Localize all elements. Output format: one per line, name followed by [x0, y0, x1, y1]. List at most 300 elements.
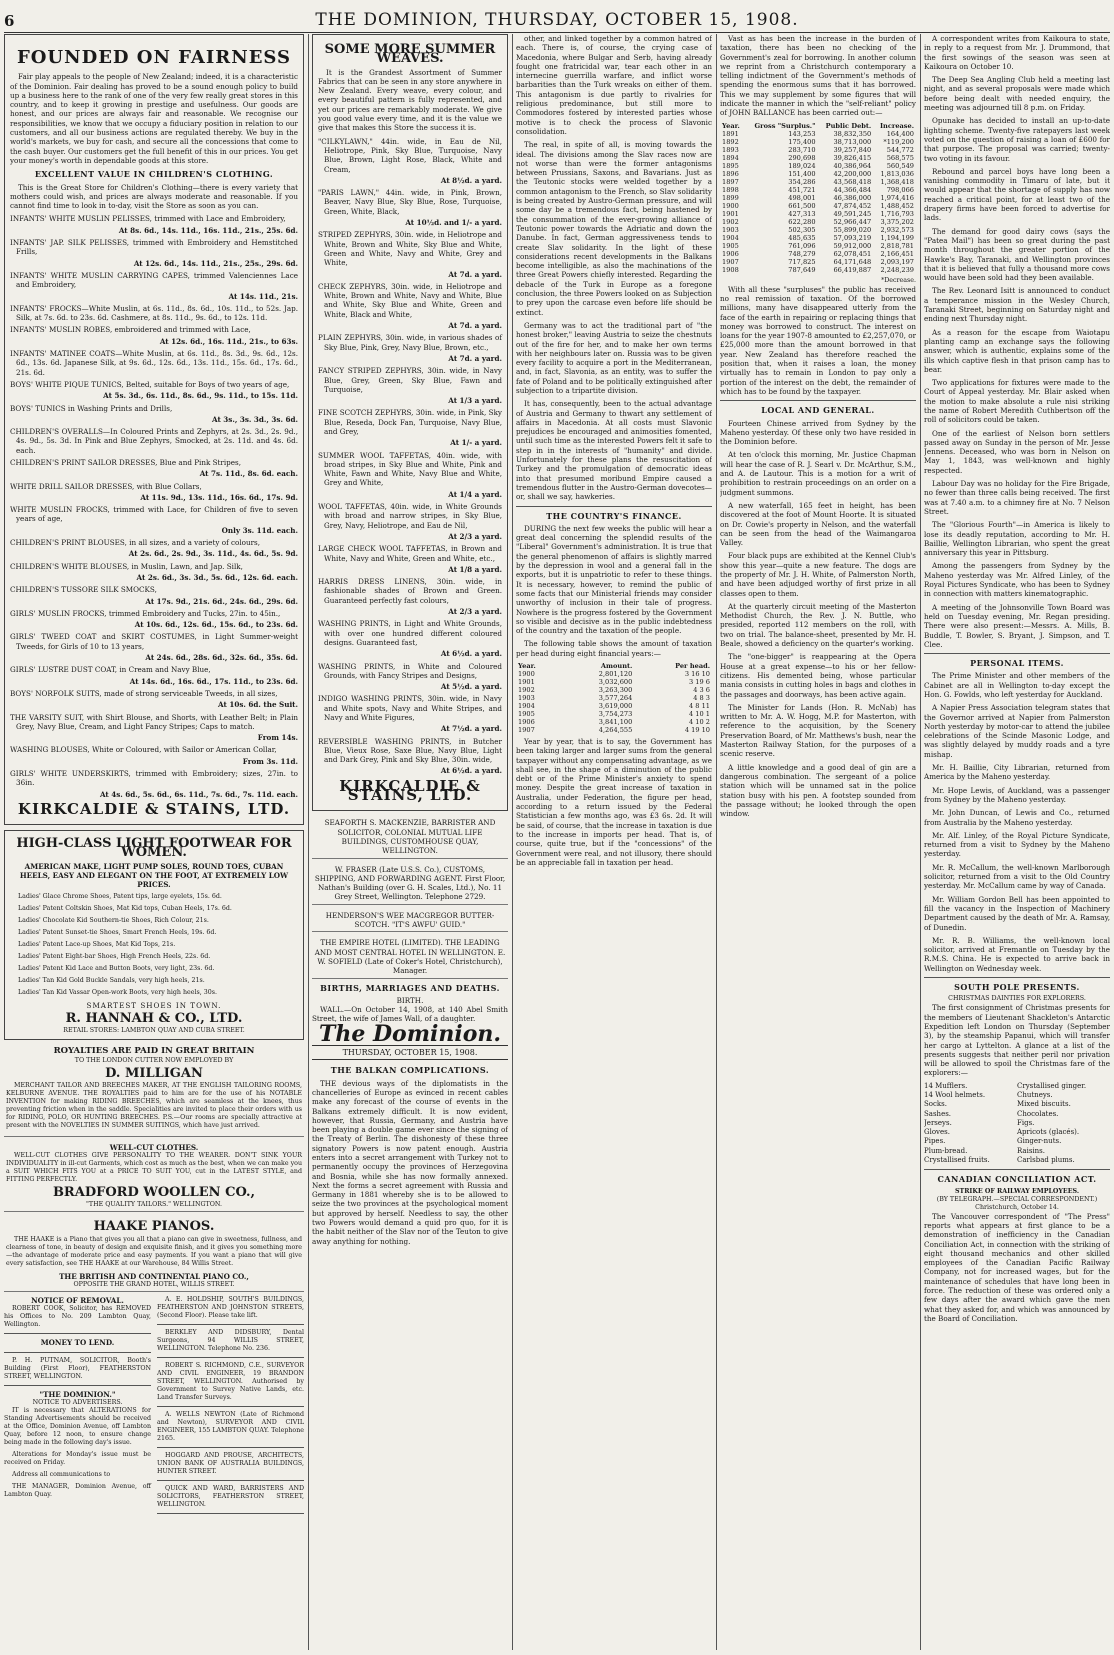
- debt-table: [720, 122, 916, 274]
- shoe-line: Ladies' Glace Chrome Shoes, Patent tips, large eyelets, 15s. 6d.: [18, 892, 222, 900]
- column-4: [720, 34, 916, 1650]
- small-ad: THE EMPIRE HOTEL (LIMITED). THE LEADING AND MOST CENTRAL HOTEL IN WELLINGTON. E. W. SOFIELD (Late of Coker's Hotel, Christchurch), Manager.: [312, 936, 508, 978]
- shoe-line: Ladies' Patent Lace-up Shoes, Mat Kid Tops, 21s.: [18, 940, 176, 948]
- personal-item: Mr. Hope Lewis, of Auckland, was a passenger from Sydney by the Maheno yesterday.: [924, 785, 1110, 804]
- table-row: [516, 710, 712, 718]
- item-price: At 12s. 6d., 14s. 11d., 21s., 25s., 29s. 6d.: [133, 258, 298, 268]
- table-cell: 44,366,484: [833, 185, 872, 194]
- leader-title: THE BALKAN COMPLICATIONS.: [330, 1065, 490, 1076]
- personal-item: Mr. John Duncan, of Lewis and Co., returned from Australia by the Maheno yesterday.: [924, 808, 1110, 827]
- news-paragraph: The "Glorious Fourth"—in America is likely to lose its deadly reputation, according to Mr. H. Baillie, Wellington Librarian, who spent the great anniversary this year in Pittsburg.: [924, 520, 1110, 558]
- article-paragraph: Vast as has been the increase in the burden of taxation, there has been no checking of the Government's zeal for borrowing. In another column we reprint from a Christchurch contemporary a telling indictment of the Government's methods of spending the enormous sums that it has borrowed. This we may supplement by some figures that will indicate the manner in which the "self-reliant" policy of JOHN BALLANCE has been carried out:—: [720, 34, 916, 118]
- present-item: Pipes.: [924, 1137, 946, 1146]
- table-cell: 1901: [518, 678, 535, 686]
- table-cell: 1899: [722, 193, 739, 202]
- column-2: [312, 34, 508, 1650]
- price-item: [318, 662, 502, 692]
- item-description: CHILDREN'S PRINT SAILOR DRESSES, Blue and Pink Stripes,: [10, 457, 241, 467]
- table-cell: 761,096: [788, 241, 816, 250]
- table-cell: 189,024: [788, 161, 816, 170]
- table-row: [720, 234, 916, 242]
- table-cell: 1,194,199: [880, 233, 914, 242]
- price-item: [10, 349, 298, 377]
- table-note: *Decrease.: [881, 276, 916, 284]
- item-description: WASHING BLOUSES, White or Coloured, with Sailor or American Collar,: [10, 745, 277, 755]
- royalties-title: ROYALTIES ARE PAID IN GREAT BRITAIN: [53, 1046, 255, 1057]
- woollen-body: WELL-CUT CLOTHES GIVE PERSONALITY TO THE WEARER. DON'T SINK YOUR INDIVIDUALITY in ill-cut Garments, which cost as much as the best, when we can make you a SUIT WHICH FITS YOU at a PRICE TO SUIT YOU, cut in the LATEST STYLE, and FITTING PERFECTLY.: [6, 1152, 302, 1184]
- table-cell: 485,635: [788, 233, 816, 242]
- price-item: [10, 609, 298, 630]
- footwear-address: RETAIL STORES: LAMBTON QUAY AND CUBA STREET.: [63, 1027, 245, 1035]
- present-item: Carlsbad plums.: [1017, 1156, 1075, 1165]
- table-cell: 52,966,447: [833, 217, 872, 226]
- table-cell: 3,619,000: [598, 702, 633, 710]
- shoe-line: Ladies' Patent Eight-bar Shoes, High French Heels, 22s. 6d.: [18, 952, 211, 960]
- table-cell: 1891: [722, 129, 739, 138]
- table-cell: 1900: [518, 670, 535, 678]
- news-paragraph: The demand for good dairy cows (says the "Patea Mail") has been so great during the past month throughout the greater portion of the Hawke's Bay, Taranaki, and Wellington provinces that it is believed that fully a thousand more cows would have been sold had they been available.: [924, 226, 1110, 283]
- item-description: WHITE DRILL SAILOR DRESSES, with Blue Collars,: [10, 481, 202, 491]
- present-item: Mixed biscuits.: [1017, 1100, 1071, 1109]
- notice-address: Address all communications to: [12, 1470, 111, 1478]
- item-price: At 10s. 6d. the Suit.: [218, 700, 298, 710]
- card-divider: [157, 1513, 304, 1514]
- professional-card: A. E. HOLDSHIP, SOUTH'S BUILDINGS, FEATHERSTON AND JOHNSTON STREETS, (Second Floor). Please take lift.: [157, 1296, 304, 1320]
- item-description: INFANTS' WHITE MUSLIN CARRYING CAPES, trimmed Valenciennes Lace and Embroidery,: [10, 270, 298, 290]
- present-item: Sashes.: [924, 1109, 952, 1118]
- price-item: [10, 427, 298, 455]
- personal-item: Mr. R. McCallum, the well-known Marlborough solicitor, returned from a visit to the Old Country yesterday. Mr. McCallum came by way of Canada.: [924, 862, 1110, 891]
- item-price: From 3s. 11d.: [242, 756, 298, 766]
- personal-item: The Prime Minister and other members of the Cabinet are all in Wellington to-day except the Hon. G. Fowlds, who left yesterday for Auckland.: [924, 671, 1110, 699]
- article-paragraph: The first consignment of Christmas presents for the members of Lieutenant Shackleton's Antarctic Expedition left London on Thursday (September 3), by the steamship Papanui, which will transfer her cargo at Lyttelton. A glance at a list of the presents suggests that neither peril nor privation will be allowed to spoil the Christmas fare of the explorers:—: [924, 1003, 1110, 1078]
- news-paragraph: Two applications for fixtures were made to the Court of Appeal yesterday. Mr. Blair asked when the motion to make absolute a rule nisi striking the name of Robert Meredith Cuthbertson off the roll of solicitors could be taken.: [924, 378, 1110, 425]
- personal-item: A Napier Press Association telegram states that the Governor arrived at Napier from Palmerston North yesterday by motor-car to attend the jubilee celebrations of the Scinde Masonic Lodge, and was slightly delayed by muddy roads and a tyre mishap.: [924, 703, 1110, 759]
- table-cell: 40,386,964: [833, 161, 872, 170]
- item-description: CHILDREN'S PRINT BLOUSES, in all sizes, and a variety of colours,: [10, 538, 261, 548]
- item-description: CHECK ZEPHYRS, 30in. wide, in Heliotrope and White, Brown and White, Navy and White, Blue and White, Sky Blue and White, Green and White, Black and White,: [318, 281, 502, 319]
- professional-card: A. WELLS NEWTON (Late of Richmond and Newton), SURVEYOR AND CIVIL ENGINEER, 155 LAMBTON QUAY. Telephone 2165.: [157, 1411, 304, 1443]
- table-cell: 544,772: [886, 145, 914, 154]
- table-cell: 39,826,415: [833, 153, 872, 162]
- table-cell: 3,375,202: [880, 217, 914, 226]
- footwear-ad: [4, 830, 304, 1040]
- table-cell: 42,200,000: [833, 169, 872, 178]
- royalties-ad: [4, 1045, 304, 1137]
- table-row: [516, 694, 712, 702]
- table-cell: 1901: [722, 209, 739, 218]
- price-item: [10, 689, 298, 710]
- article-paragraph: Germany was to act the traditional part of "the honest broker," leaving Austria to seize the chestnuts out of the fire for her, and to make her own terms with her neighbours later on. Russia was to be given every facility to acquire a port in the Mediterranean, and, in fact, Slavonia, as an entity, was to suffer the fate of Poland and to be politically extinguished after subjection to a tripartite division.: [516, 320, 712, 395]
- table-row: [720, 242, 916, 250]
- table-cell: 3 16 10: [684, 670, 710, 678]
- table-cell: 798,066: [886, 185, 914, 194]
- shoe-line: Ladies' Tan Kid Gold Buckle Sandals, very high heels, 21s.: [18, 976, 205, 984]
- price-item: [10, 713, 298, 743]
- table-row: [516, 678, 712, 686]
- price-item: [318, 366, 502, 405]
- item-price: At 7½d. a yard.: [440, 724, 502, 734]
- notice-foot: Alterations for Monday's issue must be received on Friday.: [4, 1450, 151, 1466]
- news-paragraph: The Deep Sea Angling Club held a meeting last night, and as several proposals were made which before being dealt with needed enquiry, the meeting was adjourned till 8 p.m. on Friday.: [924, 75, 1110, 113]
- present-item: Figs.: [1017, 1118, 1035, 1127]
- item-price: At 5s. 3d., 6s. 11d., 8s. 6d., 9s. 11d., to 15s. 11d.: [103, 391, 298, 401]
- woollen-sub: "THE QUALITY TAILORS." WELLINGTON.: [86, 1201, 222, 1209]
- local-news-item: The Minister for Lands (Hon. R. McNab) has written to Mr. A. W. Hogg, M.P. for Masterton, with reference to the acquisition, by the Scenery Preservation Board, of Mr. Matthews's bush, near the Masterton Railway Station, for the purposes of a scenic reserve.: [720, 702, 916, 759]
- table-cell: 49,591,245: [833, 209, 872, 218]
- table-cell: 59,912,000: [833, 241, 872, 250]
- table-row: [516, 670, 712, 678]
- footwear-list: [10, 893, 298, 997]
- column-5: [924, 34, 1110, 1650]
- table-row: [720, 154, 916, 162]
- table-cell: 1903: [518, 694, 535, 702]
- table-cell: 1905: [722, 241, 739, 250]
- table-row: [720, 202, 916, 210]
- item-price: From 14s.: [257, 733, 298, 743]
- table-cell: 175,400: [788, 137, 816, 146]
- present-item: Crystallised ginger.: [1017, 1081, 1087, 1090]
- small-ads: [312, 816, 508, 978]
- price-item: [10, 325, 298, 346]
- section-title: CANADIAN CONCILIATION ACT.: [937, 1174, 1097, 1185]
- table-cell: 568,575: [886, 153, 914, 162]
- table-row: [516, 702, 712, 710]
- price-item: [10, 585, 298, 606]
- table-cell: 1895: [722, 161, 739, 170]
- item-description: WASHING PRINTS, in White and Coloured Grounds, with Fancy Stripes and Designs,: [318, 661, 502, 680]
- table-cell: 1896: [722, 169, 739, 178]
- section-title: LOCAL AND GENERAL.: [761, 405, 875, 416]
- table-cell: 3,263,300: [598, 686, 633, 694]
- table-cell: 3,841,100: [598, 718, 633, 726]
- table-row: [720, 186, 916, 194]
- table-cell: 1,813,036: [880, 169, 914, 178]
- table-cell: 1903: [722, 225, 739, 234]
- item-price: At 1/3 a yard.: [448, 396, 502, 406]
- table-cell: 1894: [722, 153, 739, 162]
- table-cell: 787,649: [788, 265, 816, 274]
- classified-block: [4, 1296, 304, 1518]
- table-cell: 2,166,451: [880, 249, 914, 258]
- shoe-line: Ladies' Patent Kid Lace and Button Boots, very light, 23s. 6d.: [18, 964, 215, 972]
- price-item: [318, 737, 502, 776]
- price-item: [318, 451, 502, 499]
- shoe-line: Ladies' Tan Kid Vassar Open-work Boots, very high heels, 30s.: [18, 988, 217, 996]
- item-price: At 3s., 3s. 3d., 3s. 6d.: [212, 414, 298, 424]
- price-item: [10, 458, 298, 479]
- table-cell: 3,032,600: [598, 678, 633, 686]
- table-header-cell: Year.: [722, 121, 740, 130]
- item-price: At 24s. 6d., 28s. 6d., 32s. 6d., 35s. 6d.: [145, 653, 298, 663]
- price-item: [10, 380, 298, 401]
- table-row: [720, 258, 916, 266]
- table-row: [720, 226, 916, 234]
- price-item: [318, 619, 502, 658]
- price-item: [318, 230, 502, 278]
- item-description: GIRLS' WHITE UNDERSKIRTS, trimmed with Embroidery; sizes, 27in. to 36in.: [10, 769, 298, 788]
- shoe-line: Ladies' Patent Sunset-tie Shoes, Smart French Heels, 19s. 6d.: [18, 928, 217, 936]
- shoe-line: Ladies' Chocolate Kid Southern-tie Shoes, Rich Colour, 21s.: [18, 916, 209, 924]
- present-item: Gloves.: [924, 1128, 950, 1137]
- fabric-list: [318, 137, 502, 776]
- table-cell: 151,400: [788, 169, 816, 178]
- item-description: WASHING PRINTS, in Light and White Grounds, with over one hundred different coloured designs. Guaranteed fast,: [318, 619, 502, 647]
- present-item: Ginger-nuts.: [1017, 1137, 1062, 1146]
- table-header-cell: Public Debt.: [825, 121, 872, 130]
- table-cell: 2,248,239: [880, 265, 914, 274]
- table-cell: 164,400: [886, 129, 914, 138]
- item-description: HARRIS DRESS LINENS, 30in. wide, in fashionable shades of Brown and Green. Guaranteed perfectly fast colours,: [318, 577, 502, 605]
- item-price: At 5½d. a yard.: [440, 682, 502, 692]
- table-row: [720, 178, 916, 186]
- item-price: At 14s. 6d., 16s. 6d., 17s. 11d., to 23s. 6d.: [129, 676, 298, 686]
- bmd-sub: BIRTH.: [396, 995, 424, 1005]
- table-header-cell: Per head.: [675, 662, 710, 670]
- footwear-firm: R. HANNAH & CO., LTD.: [65, 1010, 243, 1026]
- table-row: [720, 194, 916, 202]
- footwear-title: HIGH-CLASS LIGHT FOOTWEAR FOR WOMEN.: [16, 836, 292, 861]
- local-news-item: Four black pups are exhibited at the Kennel Club's show this year—quite a new feature. The dogs are the property of Mr. J. H. White, of Palmerston North, and have been adjudged worthy of first prize in all classes open to them.: [720, 551, 916, 598]
- table-row: [516, 726, 712, 734]
- item-description: THE VARSITY SUIT, with Shirt Blouse, and Shorts, with Leather Belt; in Plain Grey, Navy Blue, Cream, and Light Fancy Stripes; Caps to match.: [10, 712, 298, 731]
- table-cell: 283,710: [788, 145, 816, 154]
- article-paragraph: Year by year, that is to say, the Government has been taking larger and larger sums from the general taxpayer without any compensating advantage, as we shall see, in the shape of a diminution of the public debt or of the Prime Minister's anxiety to spend money. Despite the great increase of taxation in Australia, under Federation, the figure per head, according to a return issued by the Federal Statistician a few months ago, was £3 6s. 2d. It will be said, of course, that the increase in taxation is due to the increase in imports per head. That is, of course, quite true, but if the "concessions" of the Government were real, and not illusory, there should be an appreciable fall in taxation per head.: [516, 737, 712, 867]
- item-price: At 10½d. and 1/- a yard.: [405, 218, 502, 228]
- column-3: [516, 34, 712, 1650]
- table-row: [720, 162, 916, 170]
- ad-subintro: This is the Great Store for Children's Clothing—there is every variety that mothers could wish, and prices are always moderate and reasonable. If you cannot find time to look in to-day, visit the Store as soon as you can.: [10, 182, 298, 211]
- item-description: INDIGO WASHING PRINTS, 30in. wide, in Navy and White spots, Navy and White Stripes, and Navy and White Figures,: [318, 694, 502, 722]
- local-news-list: [720, 419, 916, 819]
- table-cell: 4 3 6: [693, 686, 710, 694]
- article-title: THE COUNTRY'S FINANCE.: [546, 510, 682, 521]
- present-item: Apricots (glacés).: [1017, 1128, 1080, 1137]
- table-cell: 1907: [722, 257, 739, 266]
- item-description: GIRLS' LUSTRE DUST COAT, in Cream and Navy Blue,: [10, 665, 211, 675]
- table-cell: 427,313: [788, 209, 816, 218]
- table-cell: 1904: [518, 702, 535, 710]
- table-cell: 4 8 11: [689, 702, 710, 710]
- price-item: [10, 769, 298, 799]
- table-cell: 1897: [722, 177, 739, 186]
- item-price: At 1/- a yard.: [450, 438, 502, 448]
- haake-ad: [4, 1216, 304, 1292]
- item-price: At 8s. 6d., 14s. 11d., 16s. 11d., 21s., 25s. 6d.: [118, 225, 298, 235]
- news-paragraph: The Rev. Leonard Isitt is announced to conduct a temperance mission in the Wesley Church, Taranaki Street, beginning on Saturday night and ending next Thursday night.: [924, 286, 1110, 324]
- news-paragraph: Labour Day was no holiday for the Fire Brigade, no fewer than three calls being received. The first was at 7.40 a.m. to a chimney fire at No. 7 Nelson Street.: [924, 479, 1110, 516]
- item-price: At 17s. 9d., 21s. 6d., 24s. 6d., 29s. 6d.: [145, 596, 298, 606]
- professional-card: ROBERT S. RICHMOND, C.E., SURVEYOR AND CIVIL ENGINEER, 19 BRANDON STREET, WELLINGTON. Authorised by Government to Survey Native Lands, etc. Land Transfer Surveys.: [157, 1362, 304, 1402]
- local-news-item: A new waterfall, 165 feet in height, has been discovered at the foot of Mount Hoorte. It is situated on Dr. Cowie's property in Nelson, and the waterfall can be seen from the head of the Waimangaroa Valley.: [720, 500, 916, 548]
- table-cell: 39,257,840: [833, 145, 872, 154]
- card-divider: [157, 1447, 304, 1448]
- item-price: At 7d. a yard.: [448, 269, 502, 279]
- item-price: Only 3s. 11d. each.: [221, 525, 298, 535]
- local-news-item: Fourteen Chinese arrived from Sydney by the Maheno yesterday. Of these only two have resided in the Dominion before.: [720, 418, 916, 447]
- item-price: At 2/3 a yard.: [448, 531, 502, 541]
- table-cell: 1,488,452: [880, 201, 914, 210]
- present-item: Chocolates.: [1017, 1109, 1059, 1118]
- presents-list: [924, 1082, 1110, 1166]
- small-ad: W. FRASER (Late U.S.S. Co.), CUSTOMS, SHIPPING, AND FORWARDING AGENT. First Floor, Nathan's Building (over G. H. Scales, Ltd.), No. 11 Grey Street, Wellington. Telephone 2729.: [312, 863, 508, 905]
- table-cell: 38,832,350: [833, 129, 872, 138]
- price-item: [318, 502, 502, 541]
- money-title: MONEY TO LEND.: [40, 1338, 115, 1348]
- royalties-firm: D. MILLIGAN: [105, 1065, 203, 1081]
- newspaper-title: THE DOMINION, THURSDAY, OCTOBER 15, 1908.: [315, 10, 799, 30]
- table-cell: 57,093,219: [833, 233, 872, 242]
- table-row: [720, 170, 916, 178]
- article-paragraph: DURING the next few weeks the public will hear a great deal concerning the splendid results of the "Liberal" Government's administration. It is true that the general phenomenon of affairs is slightly marred by the depression in wool and a general fall in the exports, but it is unpatriotic to refer to these things. It is necessary, however, to remind the public of some facts that our Ministerial friends may consider unworthy of inclusion in their tale of progress. Nowhere is the progress fostered by the Government so visible and decisive as in the public indebtedness of the country and the taxation of the people.: [516, 523, 712, 636]
- price-item: [318, 188, 502, 227]
- item-price: At 10s. 6d., 12s. 6d., 15s. 6d., to 23s. 6d.: [134, 620, 298, 630]
- table-row: [516, 686, 712, 694]
- price-item: [10, 304, 298, 323]
- table-cell: 1907: [518, 726, 535, 734]
- item-description: CHILDREN'S OVERALLS—In Coloured Prints and Zephyrs, at 2s. 3d., 2s. 9d., 4s. 9d., 5s. 3d. In Pink and Blue Zephyrs, Smocked, at 2s. 11d. and 4s. 6d. each.: [10, 427, 298, 455]
- price-item: [318, 544, 502, 574]
- item-description: GIRLS' TWEED COAT and SKIRT COSTUMES, in Light Summer-weight Tweeds, for Girls of 10 to 13 years,: [10, 632, 298, 651]
- notice-body: IT is necessary that ALTERATIONS for Standing Advertisements should be received at the Office, Dominion Avenue, off Lambton Quay, before 12 noon, to ensure change being made in the following day's issue.: [4, 1406, 151, 1446]
- table-cell: 560,549: [886, 161, 914, 170]
- article-paragraph: The following table shows the amount of taxation per head during eight financial years:—: [516, 639, 712, 658]
- ad-subheading: EXCELLENT VALUE IN CHILDREN'S CLOTHING.: [34, 169, 274, 180]
- removal-body: ROBERT COOK, Solicitor, has REMOVED his Offices to No. 209 Lambton Quay, Wellington.: [4, 1305, 151, 1329]
- column-rule: [920, 34, 921, 1650]
- present-item: Raisins.: [1017, 1146, 1045, 1155]
- price-item: [10, 665, 298, 686]
- woollen-firm: BRADFORD WOOLLEN CO.,: [52, 1185, 256, 1201]
- small-ad: HENDERSON'S WEE MACGREGOR BUTTER-SCOTCH. "IT'S AWFU' GUID.": [312, 909, 508, 933]
- item-price: At 1/4 a yard.: [448, 489, 502, 499]
- table-cell: 1902: [518, 686, 535, 694]
- personal-item: Mr. R. B. Williams, the well-known local solicitor, arrived at Fremantle on Tuesday by the R.M.S. China. He is expected to arrive back in Wellington on Wednesday week.: [924, 935, 1110, 973]
- item-description: GIRLS' MUSLIN FROCKS, trimmed Embroidery and Tucks, 27in. to 45in.,: [10, 608, 281, 618]
- table-cell: 498,001: [788, 193, 816, 202]
- table-cell: 748,279: [788, 249, 816, 258]
- item-description: INFANTS' WHITE MUSLIN PELISSES, trimmed with Lace and Embroidery,: [10, 214, 286, 224]
- professional-cards: [157, 1296, 304, 1518]
- professional-card: HOGGARD AND PROUSE, ARCHITECTS, UNION BANK OF AUSTRALIA BUILDINGS, HUNTER STREET.: [157, 1452, 304, 1476]
- local-news-item: A little knowledge and a good deal of gin are a dangerous combination. The sergeant of a police station which will be unnamed sat in the police station busy with his pen. A footstep sounded from the passage without; he looked through the open window.: [720, 762, 916, 819]
- article-paragraph: It has, consequently, been to the actual advantage of Austria and Germany to thwart any settlement of affairs in Macedonia. At all costs must Slavonic prejudices be encouraged and animosities fomented, until such time as the interested Powers felt it safe to step in in the interests of "humanity" and divide. Unfortunately for these plans the resuscitation of Turkey and the promulgation of democratic ideas into that presumed moribund Empire caused a tremendous flutter in the Austro-German dovecotes—or, shall we say, hawkeries.: [516, 399, 712, 502]
- woollen-ad: [4, 1141, 304, 1213]
- table-cell: 38,713,000: [833, 137, 872, 146]
- table-cell: 1,716,793: [880, 209, 914, 218]
- item-description: "CILKYLAWN," 44in. wide, in Eau de Nil, Heliotrope, Pink, Sky Blue, Turquoise, Navy Blue, Brown, Light Rose, Black, White and Cream,: [318, 136, 502, 174]
- price-item: [10, 404, 298, 425]
- price-list: [10, 214, 298, 798]
- item-description: STRIPED ZEPHYRS, 30in. wide, in Heliotrope and White, Brown and White, Sky Blue and White, Green and White, Navy and White, Grey and White,: [318, 230, 502, 268]
- table-cell: 4 10 1: [689, 710, 710, 718]
- table-cell: 1,368,418: [880, 177, 914, 186]
- piano-co-sub: OPPOSITE THE GRAND HOTEL, WILLIS STREET.: [73, 1281, 235, 1289]
- price-item: [10, 745, 298, 766]
- table-cell: 1,974,416: [880, 193, 914, 202]
- item-price: At 2s. 6d., 3s. 3d., 5s. 6d., 12s. 6d. each.: [136, 572, 298, 582]
- news-paragraph: Rebound and parcel boys have long been a vanishing commodity in Timaru of late, but it would appear that the shortage of supply has now reached a critical point, for at least two of the drapery firms have been forced to advertise for lads.: [924, 166, 1110, 223]
- bmd-text: WALL.—On October 14, 1908, at 140 Abel Smith Street, the wife of James Wall, of a daughter.: [312, 1005, 508, 1024]
- notice-manager: THE MANAGER, Dominion Avenue, off Lambton Quay.: [4, 1482, 151, 1498]
- leader-text: THE devious ways of the diplomatists in the chancelleries of Europe as evinced in recent cables make any forecast of the course of events in the Balkans extremely difficult. It is now evident, however, that Russia, Germany, and Austria have been playing a double game ever since the signing of the Treaty of Berlin. The dishonesty of these three signatory Powers is now patent enough. Austria enters into a secret arrangement with Turkey not to permanently occupy the provinces of Herzegovina and Bosnia, while she has now formally annexed. Next the forms a secret agreement with Russia and Germany in 1881 whereby she is to be allowed to seize the two provinces at the psychological moment but approved by herself. Needless to say, the other two Powers would demand a quid pro quo, for it is the habit neither of the Slav nor of the Teuton to give away anything for nothing.: [312, 1078, 508, 1246]
- item-price: At 7s. 11d., 8s. 6d. each.: [199, 469, 298, 479]
- item-description: INFANTS' FROCKS—White Muslin, at 6s. 11d., 8s. 6d., 10s. 11d., to 52s. Jap. Silk, at 7s. 6d. to 23s. 6d. Cashmere, at 8s. 11d., 9s. 6d., to 12s. 11d.: [10, 303, 298, 323]
- personal-item: Mr. William Gordon Bell has been appointed to fill the vacancy in the Inspection of Machinery Department caused by the death of Mr. A. Ramsay, of Dunedin.: [924, 894, 1110, 932]
- price-item: [318, 577, 502, 616]
- ad-headline: SOME MORE SUMMER WEAVES.: [324, 42, 496, 67]
- item-price: At 8½d. a yard.: [440, 175, 502, 185]
- table-header-cell: Increase.: [879, 121, 914, 130]
- notice-title: "THE DOMINION.": [39, 1389, 116, 1399]
- ad-intro: Fair play appeals to the people of New Zealand; indeed, it is a characteristic of the Dominion. Fair dealing has proved to be a sound enough policy to build up a business here to the rank of one of the very few really great stores in this country, and to keep it growing in prestige and usefulness. Our goods are honest, and our prices are always fair and reasonable. We recognise our responsibilities, we know that we occupy a fiduciary position in relation to our customers, and all our business actions are regulated thereby. We buy in the world's markets, we buy for cash, and secure all the concessions that come to the cash buyer. Our customers get the full benefit of this in our prices. You get your money's worth in dependable goods at this store.: [10, 72, 298, 165]
- table-row: [720, 218, 916, 226]
- shoe-line: Ladies' Patent Coltskin Shoes, Mat Kid tops, Cuban Heels, 17s. 6d.: [18, 904, 232, 912]
- bmd-title: BIRTHS, MARRIAGES AND DEATHS.: [320, 982, 500, 993]
- present-item: 14 Mufflers.: [924, 1081, 968, 1090]
- removal-title: NOTICE OF REMOVAL.: [31, 1296, 124, 1306]
- price-item: [10, 214, 298, 235]
- column-rule: [308, 34, 309, 1650]
- table-cell: 4 19 10: [684, 726, 710, 734]
- news-paragraph: Opunake has decided to install an up-to-date lighting scheme. Twenty-five ratepayers last week voted on the question of raising a loan of £600 for that purpose. The proposal was carried; twenty-two voting in its favour.: [924, 116, 1110, 163]
- price-item: [318, 694, 502, 733]
- masthead: [0, 6, 1114, 32]
- table-cell: 1906: [722, 249, 739, 258]
- present-item: Plum-bread.: [924, 1146, 968, 1155]
- table-cell: 717,825: [788, 257, 816, 266]
- present-item: Crystallised fruits.: [924, 1156, 990, 1165]
- ad-intro: It is the Grandest Assortment of Summer Fabrics that can be seen in any store anywhere in New Zealand. Every weave, every colour, and every beautiful pattern is fully represented, and yet our prices are remarkably moderate. We give you good value every time, and it is the value we give that makes this Store the success it is.: [318, 67, 502, 133]
- price-item: [10, 562, 298, 583]
- local-news-item: At ten o'clock this morning, Mr. Justice Chapman will hear the case of R. J. Searl v. Dr. McArthur, S.M., and A. de Lautour. This is a motion for a writ of prohibition to restrain proceedings on an order on a judgment summons.: [720, 450, 916, 497]
- notice-sub: NOTICE TO ADVERTISERS.: [32, 1398, 123, 1406]
- news-paragraph: Among the passengers from Sydney by the Maheno yesterday was Mr. Alfred Linley, of the Royal Pictures Syndicate, who has been to Sydney in connection with matters kinematographic.: [924, 561, 1110, 599]
- table-cell: 4,264,555: [598, 726, 633, 734]
- item-price: At 2/3 a yard.: [448, 607, 502, 617]
- table-cell: 451,721: [788, 185, 816, 194]
- item-description: BOYS' TUNICS in Washing Prints and Drills,: [10, 403, 173, 413]
- column-rule: [512, 34, 513, 1650]
- royalties-body: MERCHANT TAILOR AND BREECHES MAKER, AT THE ENGLISH TAILORING ROOMS, KELBURNE AVENUE. THE ROYALTIES paid to him are for the use of his NOTABLE INVENTION for making RIDING BREECHES, which are seamless at the knees, thus preventing friction when in the saddle. Specialities are invited to place their orders with us for RIDING, POLO, OR HUNTING BREECHES. P.S.—Our rooms are specially attractive at present with the NOVELTIES IN SUMMER SUITINGS, which have just arrived.: [6, 1081, 302, 1129]
- firm-name: KIRKCALDIE & STAINS, LTD.: [17, 799, 291, 818]
- item-price: At 7d. a yard.: [448, 353, 502, 363]
- card-divider: [157, 1357, 304, 1358]
- table-header-cell: Gross "Surplus.": [754, 121, 816, 130]
- table-row: [720, 266, 916, 274]
- professional-card: QUICK AND WARD, BARRISTERS AND SOLICITORS, FEATHERSTON STREET, WELLINGTON.: [157, 1485, 304, 1509]
- item-description: CHILDREN'S WHITE BLOUSES, in Muslin, Lawn, and Jap. Silk,: [10, 561, 243, 571]
- table-cell: 46,386,000: [833, 193, 872, 202]
- local-news-item: At the quarterly circuit meeting of the Masterton Methodist Church, the Rev. J. N. Buttle, who presided, reported 112 members on the roll, with two on trial. The balance-sheet, presented by Mr. H. Beale, showed a deficiency on the quarter's working.: [720, 601, 916, 649]
- present-item: Jerseys.: [924, 1118, 952, 1127]
- masthead-rule: [4, 32, 1110, 33]
- woollen-title: WELL-CUT CLOTHES.: [109, 1142, 199, 1152]
- news-paragraphs: [924, 34, 1110, 649]
- table-cell: 2,093,197: [880, 257, 914, 266]
- kirkcaldie-children-ad: [4, 34, 304, 825]
- price-item: [10, 271, 298, 301]
- footwear-sub: AMERICAN MAKE, LIGHT PUMP SOLES, ROUND TOES, CUBAN HEELS, EASY AND ELEGANT ON THE FOOT, AT EXTREMELY LOW PRICES.: [19, 861, 289, 890]
- present-item: 14 Wool helmets.: [924, 1090, 986, 1099]
- table-row: [720, 250, 916, 258]
- price-item: [318, 333, 502, 363]
- price-item: [10, 238, 298, 268]
- section-subtitle: CHRISTMAS DAINTIES FOR EXPLORERS.: [948, 995, 1086, 1003]
- item-description: "PARIS LAWN," 44in. wide, in Pink, Brown, Beaver, Navy Blue, Sky Blue, Rose, Turquoise, Green, White, Black,: [318, 188, 502, 216]
- article-paragraph: other, and linked together by a common hatred of each. There is, of course, the crying case of Macedonia, where Bulgar and Serb, having already fought one fratricidal war, tear each other in an internecine guerrilla warfare, and inflict worse barbarities than the Turk wreaks on either of them. This antagonism is due partly to rivalries for religious predominance, but still more to Commodores fostered by interested parties whose motive is to check the process of Slavonic consolidation.: [516, 34, 712, 136]
- table-cell: 2,818,781: [880, 241, 914, 250]
